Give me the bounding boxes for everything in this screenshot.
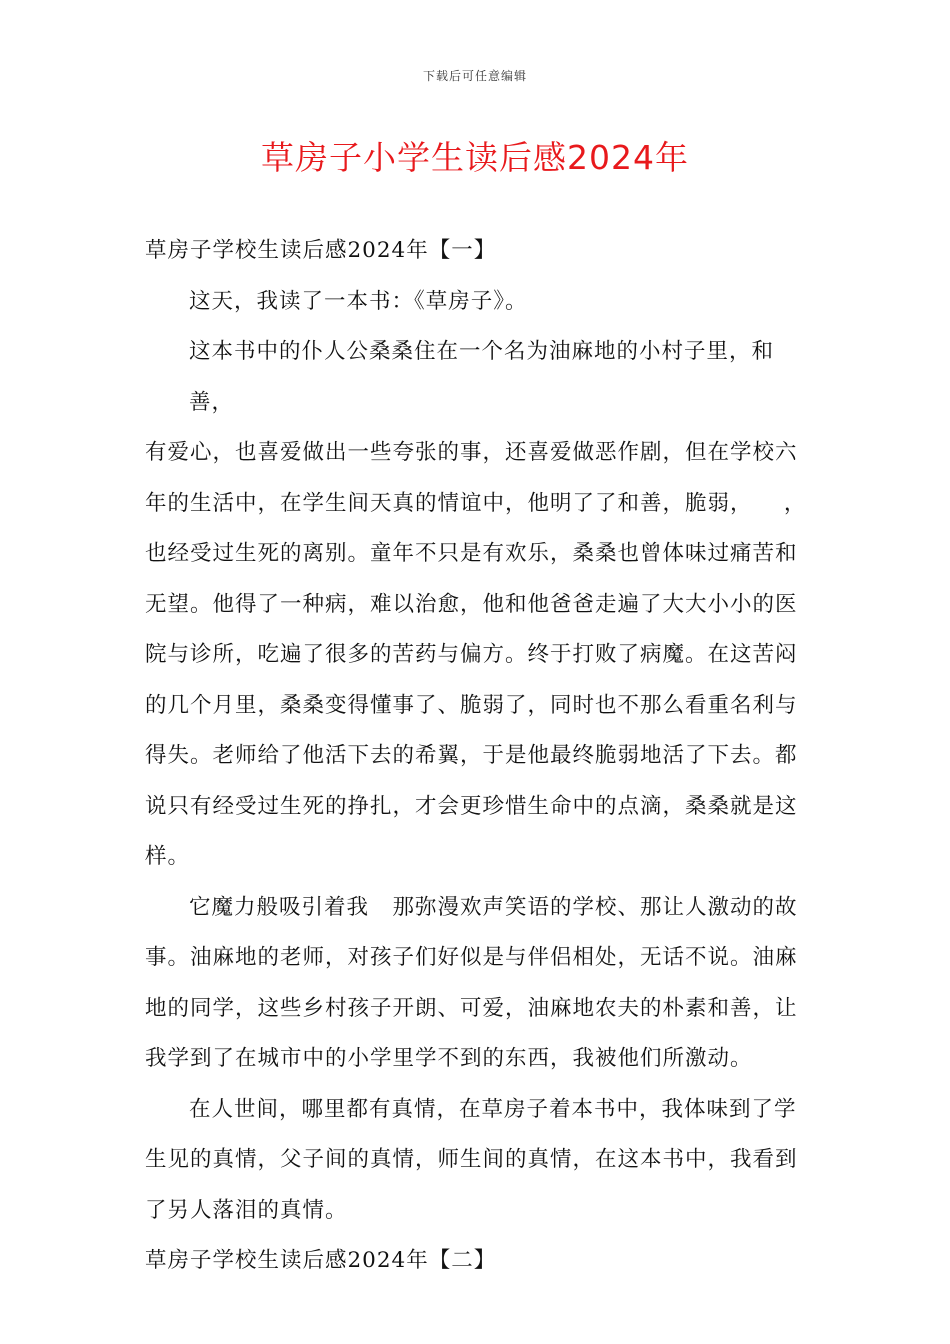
section-heading-2: 草房子学校生读后感2024年【二】 <box>145 1248 497 1273</box>
paragraph-line: 了另人落泪的真情。 <box>145 1197 348 1223</box>
paragraph-line: 它魔力般吸引着我 那弥漫欢声笑语的学校、那让人激动的故 <box>189 894 798 920</box>
section-heading-1: 草房子学校生读后感2024年【一】 <box>145 238 497 263</box>
paragraph-line: 样。 <box>145 844 191 869</box>
paragraph-line: 地的同学，这些乡村孩子开朗、可爱，油麻地农夫的朴素和善，让 <box>145 995 798 1021</box>
paragraph-1: 这天，我读了一本书：《草房子》。 <box>189 288 528 314</box>
paragraph-line: 也经受过生死的离别。童年不只是有欢乐，桑桑也曾体味过痛苦和 <box>145 541 798 566</box>
paragraph-line: 年的生活中，在学生间天真的情谊中，他明了了和善，脆弱， ， <box>145 490 807 516</box>
paragraph-3 <box>145 883 805 1085</box>
paragraph-line: 说只有经受过生死的挣扎，才会更珍惜生命中的点滴，桑桑就是这 <box>145 793 798 819</box>
paragraph-line: 有爱心，也喜爱做出一些夸张的事，还喜爱做恶作剧，但在学校六 <box>145 440 798 465</box>
document-body <box>145 226 805 1287</box>
paragraph-2 <box>145 327 805 883</box>
header-note: 下载后可任意编辑 <box>422 69 527 83</box>
paragraph-line: 生见的真情，父子间的真情，师生间的真情，在这本书中，我看到 <box>145 1147 798 1172</box>
paragraph-line: 无望。他得了一种病，难以治愈，他和他爸爸走遍了大大小小的医 <box>145 591 798 617</box>
paragraph-line: 事。油麻地的老师，对孩子们好似是与伴侣相处，无话不说。油麻 <box>145 945 798 970</box>
paragraph-4 <box>145 1085 805 1237</box>
paragraph-line: 这本书中的仆人公桑桑住在一个名为油麻地的小村子里，和善， <box>189 339 775 415</box>
paragraph-line: 我学到了在城市中的小学里学不到的东西，我被他们所激动。 <box>145 1046 753 1071</box>
document-title: 草房子小学生读后感2024年 <box>261 138 689 177</box>
paragraph-line: 院与诊所，吃遍了很多的苦药与偏方。终于打败了病魔。在这苦闷 <box>145 642 798 667</box>
paragraph-line: 得失。老师给了他活下去的希翼，于是他最终脆弱地活了下去。都 <box>145 743 798 768</box>
paragraph-line: 的几个月里，桑桑变得懂事了、脆弱了，同时也不那么看重名利与 <box>145 692 798 718</box>
paragraph-line: 在人世间，哪里都有真情，在草房子着本书中，我体味到了学 <box>189 1096 797 1122</box>
